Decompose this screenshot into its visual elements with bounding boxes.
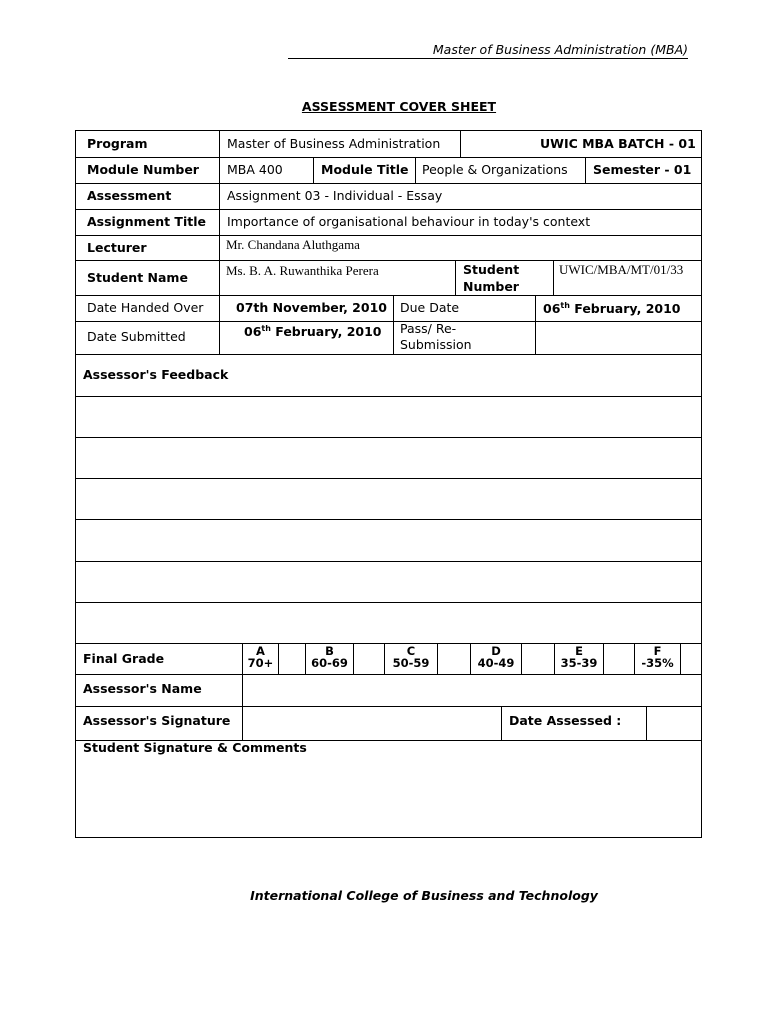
assessment-value: Assignment 03 - Individual - Essay (227, 188, 443, 203)
assessor-feedback-label: Assessor's Feedback (83, 367, 229, 382)
pass-resubmission-label-line2: Submission (400, 337, 472, 352)
student-number-label-line2: Number (463, 279, 519, 294)
page-title: ASSESSMENT COVER SHEET (301, 99, 497, 114)
date-handed-over-label: Date Handed Over (87, 300, 204, 315)
grade-b: B 60-69 (311, 644, 348, 670)
module-number-label: Module Number (87, 162, 199, 177)
semester-label: Semester - 01 (593, 162, 692, 177)
due-date-value: 06th February, 2010 (543, 300, 681, 316)
date-assessed-label: Date Assessed : (509, 713, 622, 728)
date-handed-over-value: 07th November, 2010 (236, 300, 387, 315)
assignment-title-label: Assignment Title (87, 214, 206, 229)
date-submitted-label: Date Submitted (87, 329, 186, 344)
grade-d: D 40-49 (477, 644, 515, 670)
assessment-label: Assessment (87, 188, 172, 203)
student-signature-label: Student Signature & Comments (83, 740, 307, 755)
program-header: Master of Business Administration (MBA) (288, 42, 688, 59)
program-value: Master of Business Administration (227, 136, 441, 151)
student-name-label: Student Name (87, 270, 188, 285)
pass-resubmission-label: Pass/ Re- (400, 321, 457, 336)
assignment-title-value: Importance of organisational behaviour in today's context (227, 214, 591, 229)
grade-a: A 70+ (247, 644, 274, 670)
module-title-value: People & Organizations (422, 162, 568, 177)
grade-c: C 50-59 (392, 644, 430, 670)
module-title-label: Module Title (321, 162, 409, 177)
grade-f: F -35% (641, 644, 674, 670)
student-name-value: Ms. B. A. Ruwanthika Perera (226, 263, 379, 278)
table-border (75, 130, 702, 838)
batch-label: UWIC MBA BATCH - 01 (540, 136, 696, 151)
lecturer-label: Lecturer (87, 240, 147, 255)
lecturer-value: Mr. Chandana Aluthgama (226, 237, 360, 252)
student-number-value: UWIC/MBA/MT/01/33 (559, 262, 684, 277)
final-grade-label: Final Grade (83, 651, 165, 666)
assessor-name-label: Assessor's Name (83, 681, 202, 696)
assessor-signature-label: Assessor's Signature (83, 713, 231, 728)
due-date-label: Due Date (400, 300, 460, 315)
student-number-label: Student (463, 262, 520, 277)
college-footer: International College of Business and Technology (250, 888, 598, 903)
module-number-value: MBA 400 (227, 162, 283, 177)
date-submitted-value: 06th February, 2010 (244, 323, 382, 339)
program-label: Program (87, 136, 148, 151)
grade-e: E 35-39 (560, 644, 598, 670)
